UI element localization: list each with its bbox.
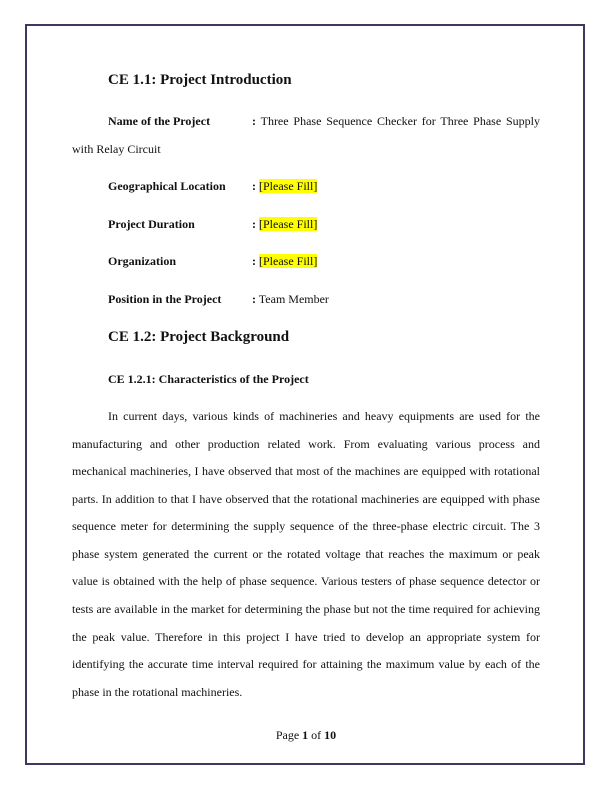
position-value: Team Member bbox=[258, 292, 329, 306]
paragraph-line: the peak value. Therefore in this project I have tried to develop an appropriate system for bbox=[72, 630, 540, 644]
paragraph-line: In current days, various kinds of machineries and heavy equipments are used for the bbox=[108, 409, 540, 423]
paragraph-line: phase system generated the current or the rotated voltage that reaches the maximum or peak bbox=[72, 547, 540, 561]
paragraph-line: tests are available in the market for determining the phase but not the time required for achieving bbox=[72, 602, 540, 616]
field-label-organization: Organization bbox=[108, 254, 176, 268]
paragraph-line: manufacturing and other production related work. From evaluating various process and bbox=[72, 437, 540, 451]
subsection-heading-characteristics: CE 1.2.1: Characteristics of the Project bbox=[108, 372, 309, 386]
placeholder-highlight: [Please Fill] bbox=[259, 179, 318, 193]
field-label-project-name: Name of the Project bbox=[108, 114, 211, 128]
placeholder-highlight: [Please Fill] bbox=[259, 217, 318, 231]
field-value-project-name bbox=[252, 114, 540, 129]
field-separator: : bbox=[252, 254, 256, 268]
paragraph-line: sequence meter for determining the supply sequence of the three-phase electric circuit. The 3 bbox=[72, 519, 540, 533]
field-separator: : bbox=[252, 179, 256, 193]
page-border bbox=[25, 24, 585, 765]
section-heading-project-introduction: CE 1.1: Project Introduction bbox=[108, 72, 292, 88]
current-page-number: 1 bbox=[302, 728, 309, 742]
field-value-position bbox=[252, 292, 329, 307]
field-separator: : bbox=[252, 217, 256, 231]
field-value-project-duration bbox=[252, 217, 317, 232]
field-label-project-duration: Project Duration bbox=[108, 217, 195, 231]
field-label-position: Position in the Project bbox=[108, 292, 222, 306]
page-footer bbox=[0, 728, 612, 743]
field-value-geographical-location bbox=[252, 179, 317, 194]
project-name-line1: Three Phase Sequence Checker for Three Phase Supply bbox=[260, 114, 540, 128]
paragraph-line: phase in the rotational machineries. bbox=[72, 685, 243, 699]
total-pages-number: 10 bbox=[324, 728, 337, 742]
field-label-geographical-location: Geographical Location bbox=[108, 179, 226, 193]
paragraph-line: value is obtained with the help of phase sequence. Various testers of phase sequence detector or bbox=[72, 574, 540, 588]
paragraph-line: mechanical machineries, I have observed that most of the machines are equipped with rotational bbox=[72, 464, 540, 478]
section-heading-project-background: CE 1.2: Project Background bbox=[108, 329, 290, 345]
placeholder-highlight: [Please Fill] bbox=[259, 254, 318, 268]
field-separator: : bbox=[252, 292, 256, 306]
footer-page-word: Page bbox=[275, 728, 300, 742]
project-name-line2: with Relay Circuit bbox=[72, 142, 161, 156]
field-value-organization bbox=[252, 254, 317, 269]
field-separator: : bbox=[252, 114, 256, 128]
footer-of-word: of bbox=[311, 728, 322, 742]
paragraph-line: parts. In addition to that I have observed that the rotational machineries are equipped with phase bbox=[72, 492, 540, 506]
paragraph-line: identifying the accurate time interval required for attaining the maximum value by each of the bbox=[72, 657, 540, 671]
